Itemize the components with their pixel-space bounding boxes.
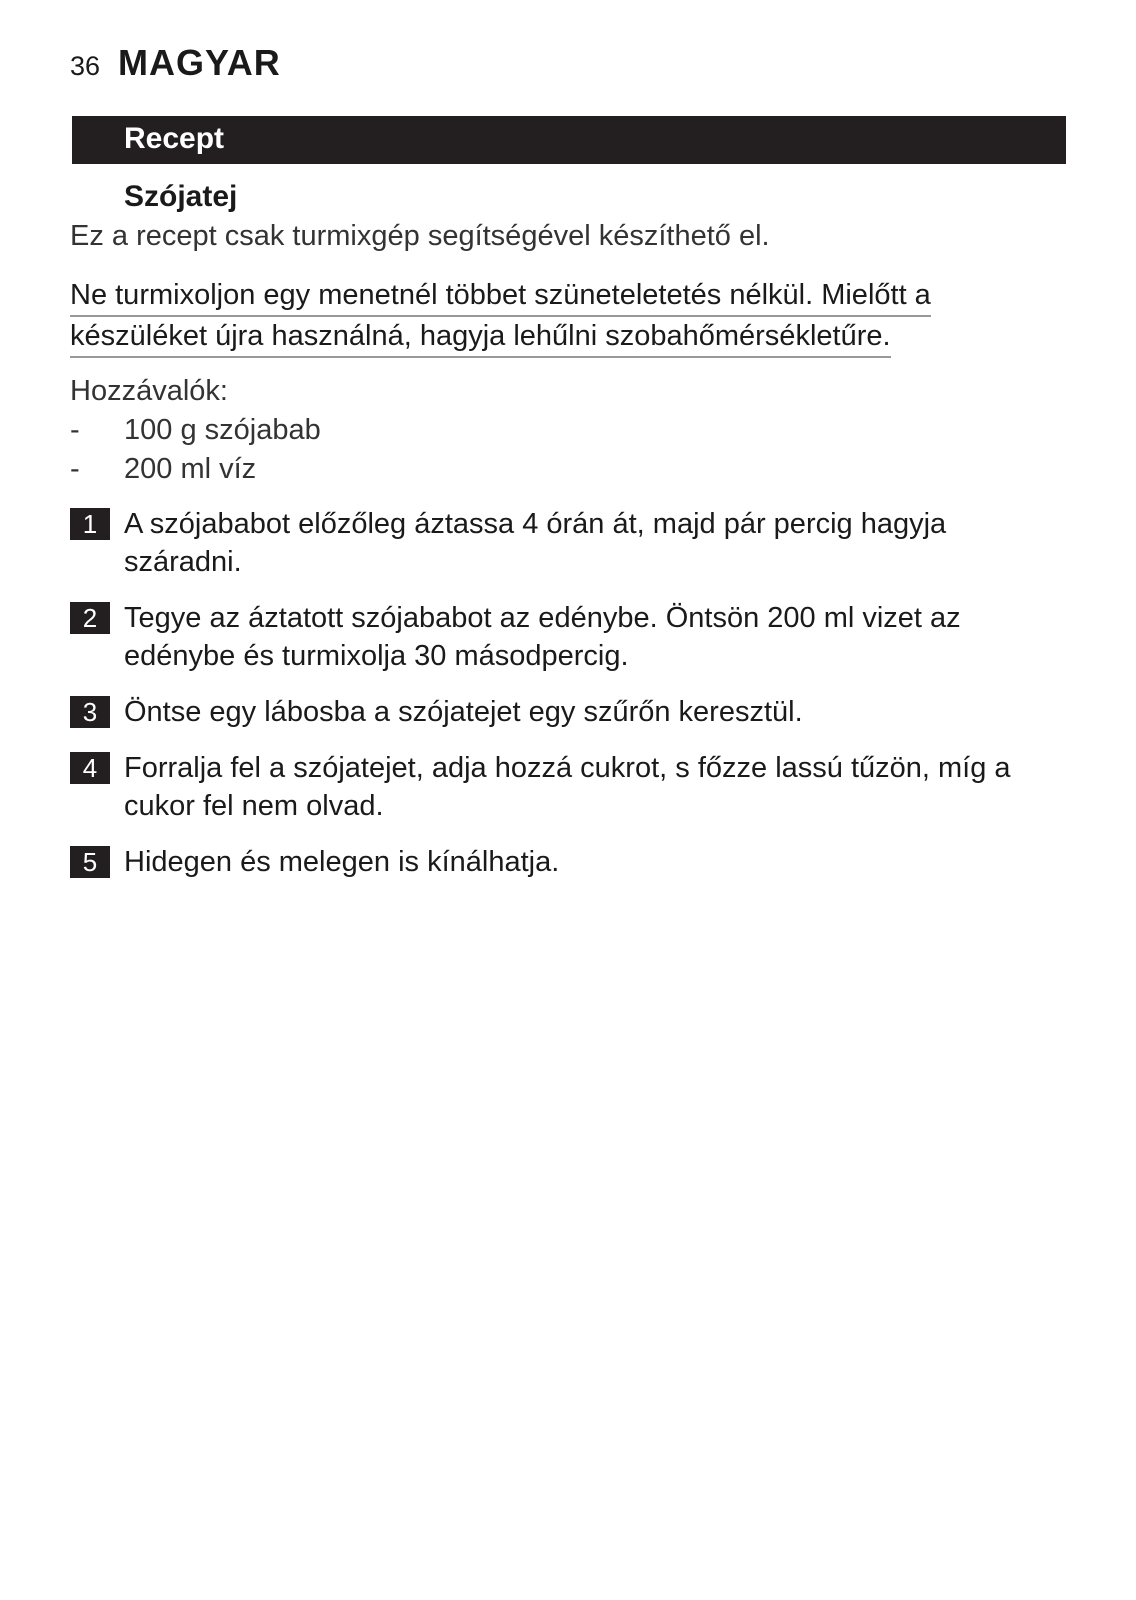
ingredient-dash: -	[70, 414, 80, 446]
warning-line: Ne turmixoljon egy menetnél többet szüneteletetés nélkül. Mielőtt a	[70, 276, 931, 317]
ingredient-text: 200 ml víz	[124, 453, 257, 485]
ingredient-dash: -	[70, 453, 80, 485]
step-item	[70, 505, 1066, 581]
page-number: 36	[70, 51, 101, 81]
step-text: Forralja fel a szójatejet, adja hozzá cukrot, s főzze lassú tűzön, míg a cukor fel nem olvad.	[124, 752, 1011, 822]
step-text: Öntse egy lábosba a szójatejet egy szűrőn keresztül.	[124, 696, 803, 728]
section-header-bar	[72, 116, 1066, 164]
step-number-badge: 4	[70, 752, 110, 784]
recipe-intro: Ez a recept csak turmixgép segítségével készíthető el.	[70, 220, 770, 252]
page-header	[70, 42, 281, 84]
steps-list	[70, 505, 1066, 899]
step-number-badge: 5	[70, 846, 110, 878]
ingredient-text: 100 g szójabab	[124, 414, 321, 446]
step-text: A szójababot előzőleg áztassa 4 órán át, majd pár percig hagyja száradni.	[124, 508, 947, 578]
step-text: Tegye az áztatott szójababot az edénybe. Öntsön 200 ml vizet az edénybe és turmixolja 30 másodpercig.	[124, 602, 961, 672]
step-number-badge: 1	[70, 508, 110, 540]
language-title: MAGYAR	[118, 42, 281, 83]
ingredients-section	[70, 372, 321, 489]
step-item	[70, 599, 1066, 675]
warning-line: készüléket újra használná, hagyja lehűlni szobahőmérsékletűre.	[70, 317, 891, 358]
step-item	[70, 749, 1066, 825]
step-item	[70, 843, 1066, 881]
step-number-badge: 3	[70, 696, 110, 728]
warning-note	[70, 276, 1060, 358]
step-text: Hidegen és melegen is kínálhatja.	[124, 846, 560, 878]
recipe-title: Szójatej	[124, 180, 238, 213]
step-number-badge: 2	[70, 602, 110, 634]
section-title: Recept	[124, 122, 225, 155]
ingredients-label: Hozzávalók:	[70, 375, 228, 407]
step-item	[70, 693, 1066, 731]
ingredient-item	[70, 450, 321, 489]
ingredient-item	[70, 411, 321, 450]
